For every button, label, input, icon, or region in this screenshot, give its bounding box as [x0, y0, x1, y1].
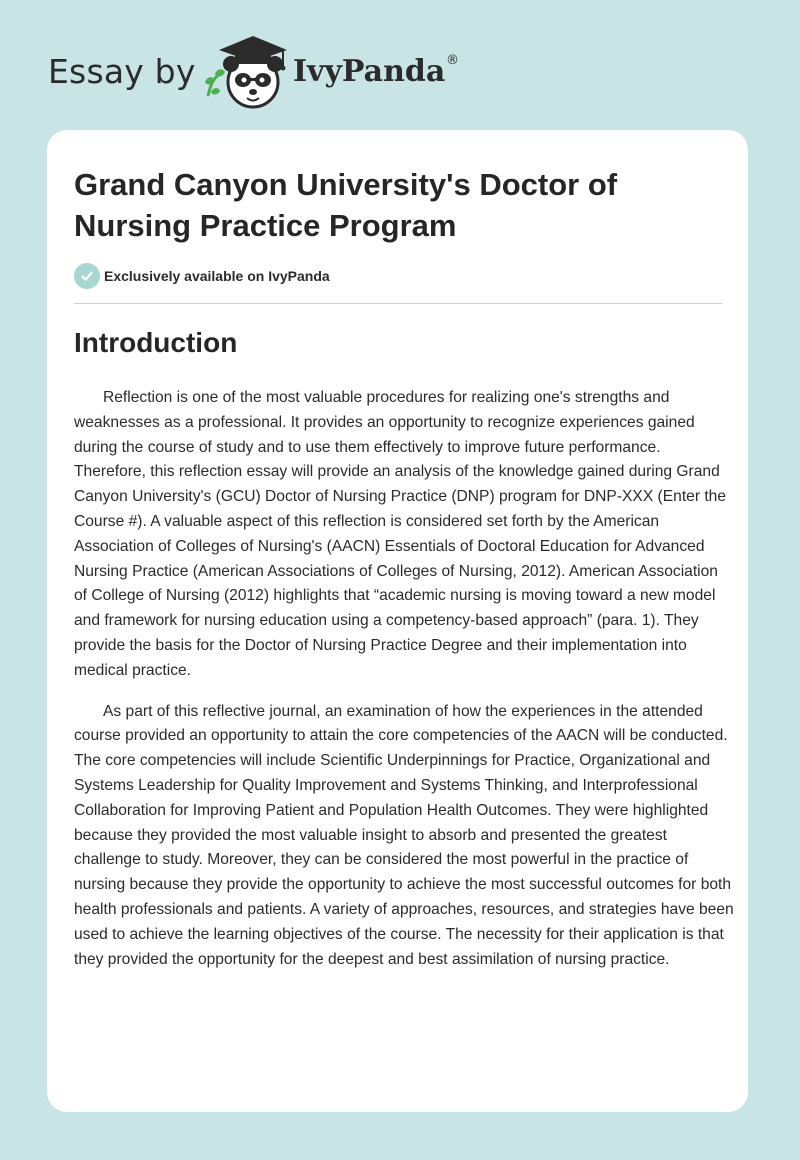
brand-name: IvyPanda	[293, 54, 446, 89]
check-icon	[74, 263, 100, 289]
essay-body	[74, 386, 734, 988]
panda-graduate-icon	[201, 32, 295, 110]
exclusive-badge	[74, 263, 330, 289]
essay-card	[47, 130, 748, 1112]
divider	[74, 303, 722, 304]
brand-prefix: Essay by	[48, 52, 196, 91]
paragraph: As part of this reflective journal, an examination of how the experiences in the attended course provided an opportunity to attain the core competencies of the AACN will be conducted. The core competencies will include Scientific Underpinnings for Practice, Organizational and Systems Leadership for Quality Improvement and Systems Thinking, and Interprofessional Collaboration for Improving Patient and Population Health Outcomes. They were highlighted because they provided the most valuable insight to absorb and presented the greatest challenge to study. Moreover, they can be considered the most powerful in the practice of nursing because they provide the opportunity to achieve the most successful outcomes for both health professionals and patients. A variety of approaches, resources, and strategies have been used to achieve the learning objectives of the course. The necessity for their application is that they provided the opportunity for the deepest and best assimilation of nursing practice.	[74, 702, 734, 968]
registered-mark: ®	[446, 53, 459, 68]
essay-title: Grand Canyon University's Doctor of Nursing Practice Program	[74, 167, 618, 243]
exclusive-label: Exclusively available on IvyPanda	[104, 268, 330, 284]
paragraph: Reflection is one of the most valuable procedures for realizing one's strengths and weaknesses as a professional. It provides an opportunity to recognize experiences gained during the course of study and to use them effectively to improve future performance. Therefore, this reflection essay will provide an analysis of the knowledge gained during Grand Canyon University's (GCU) Doctor of Nursing Practice (DNP) program for DNP-XXX (Enter the Course #). A valuable aspect of this reflection is considered set forth by the American Association of Colleges of Nursing's (AACN) Essentials of Doctoral Education for Advanced Nursing Practice (American Associations of Colleges of Nursing, 2012). American Association of College of Nursing (2012) highlights that “academic nursing is moving toward a new model and framework for nursing education using a competency-based approach” (para. 1). They provide the basis for the Doctor of Nursing Practice Degree and their implementation into medical practice.	[74, 389, 727, 679]
brand-header[interactable]	[48, 30, 468, 110]
section-heading: Introduction	[74, 327, 238, 358]
